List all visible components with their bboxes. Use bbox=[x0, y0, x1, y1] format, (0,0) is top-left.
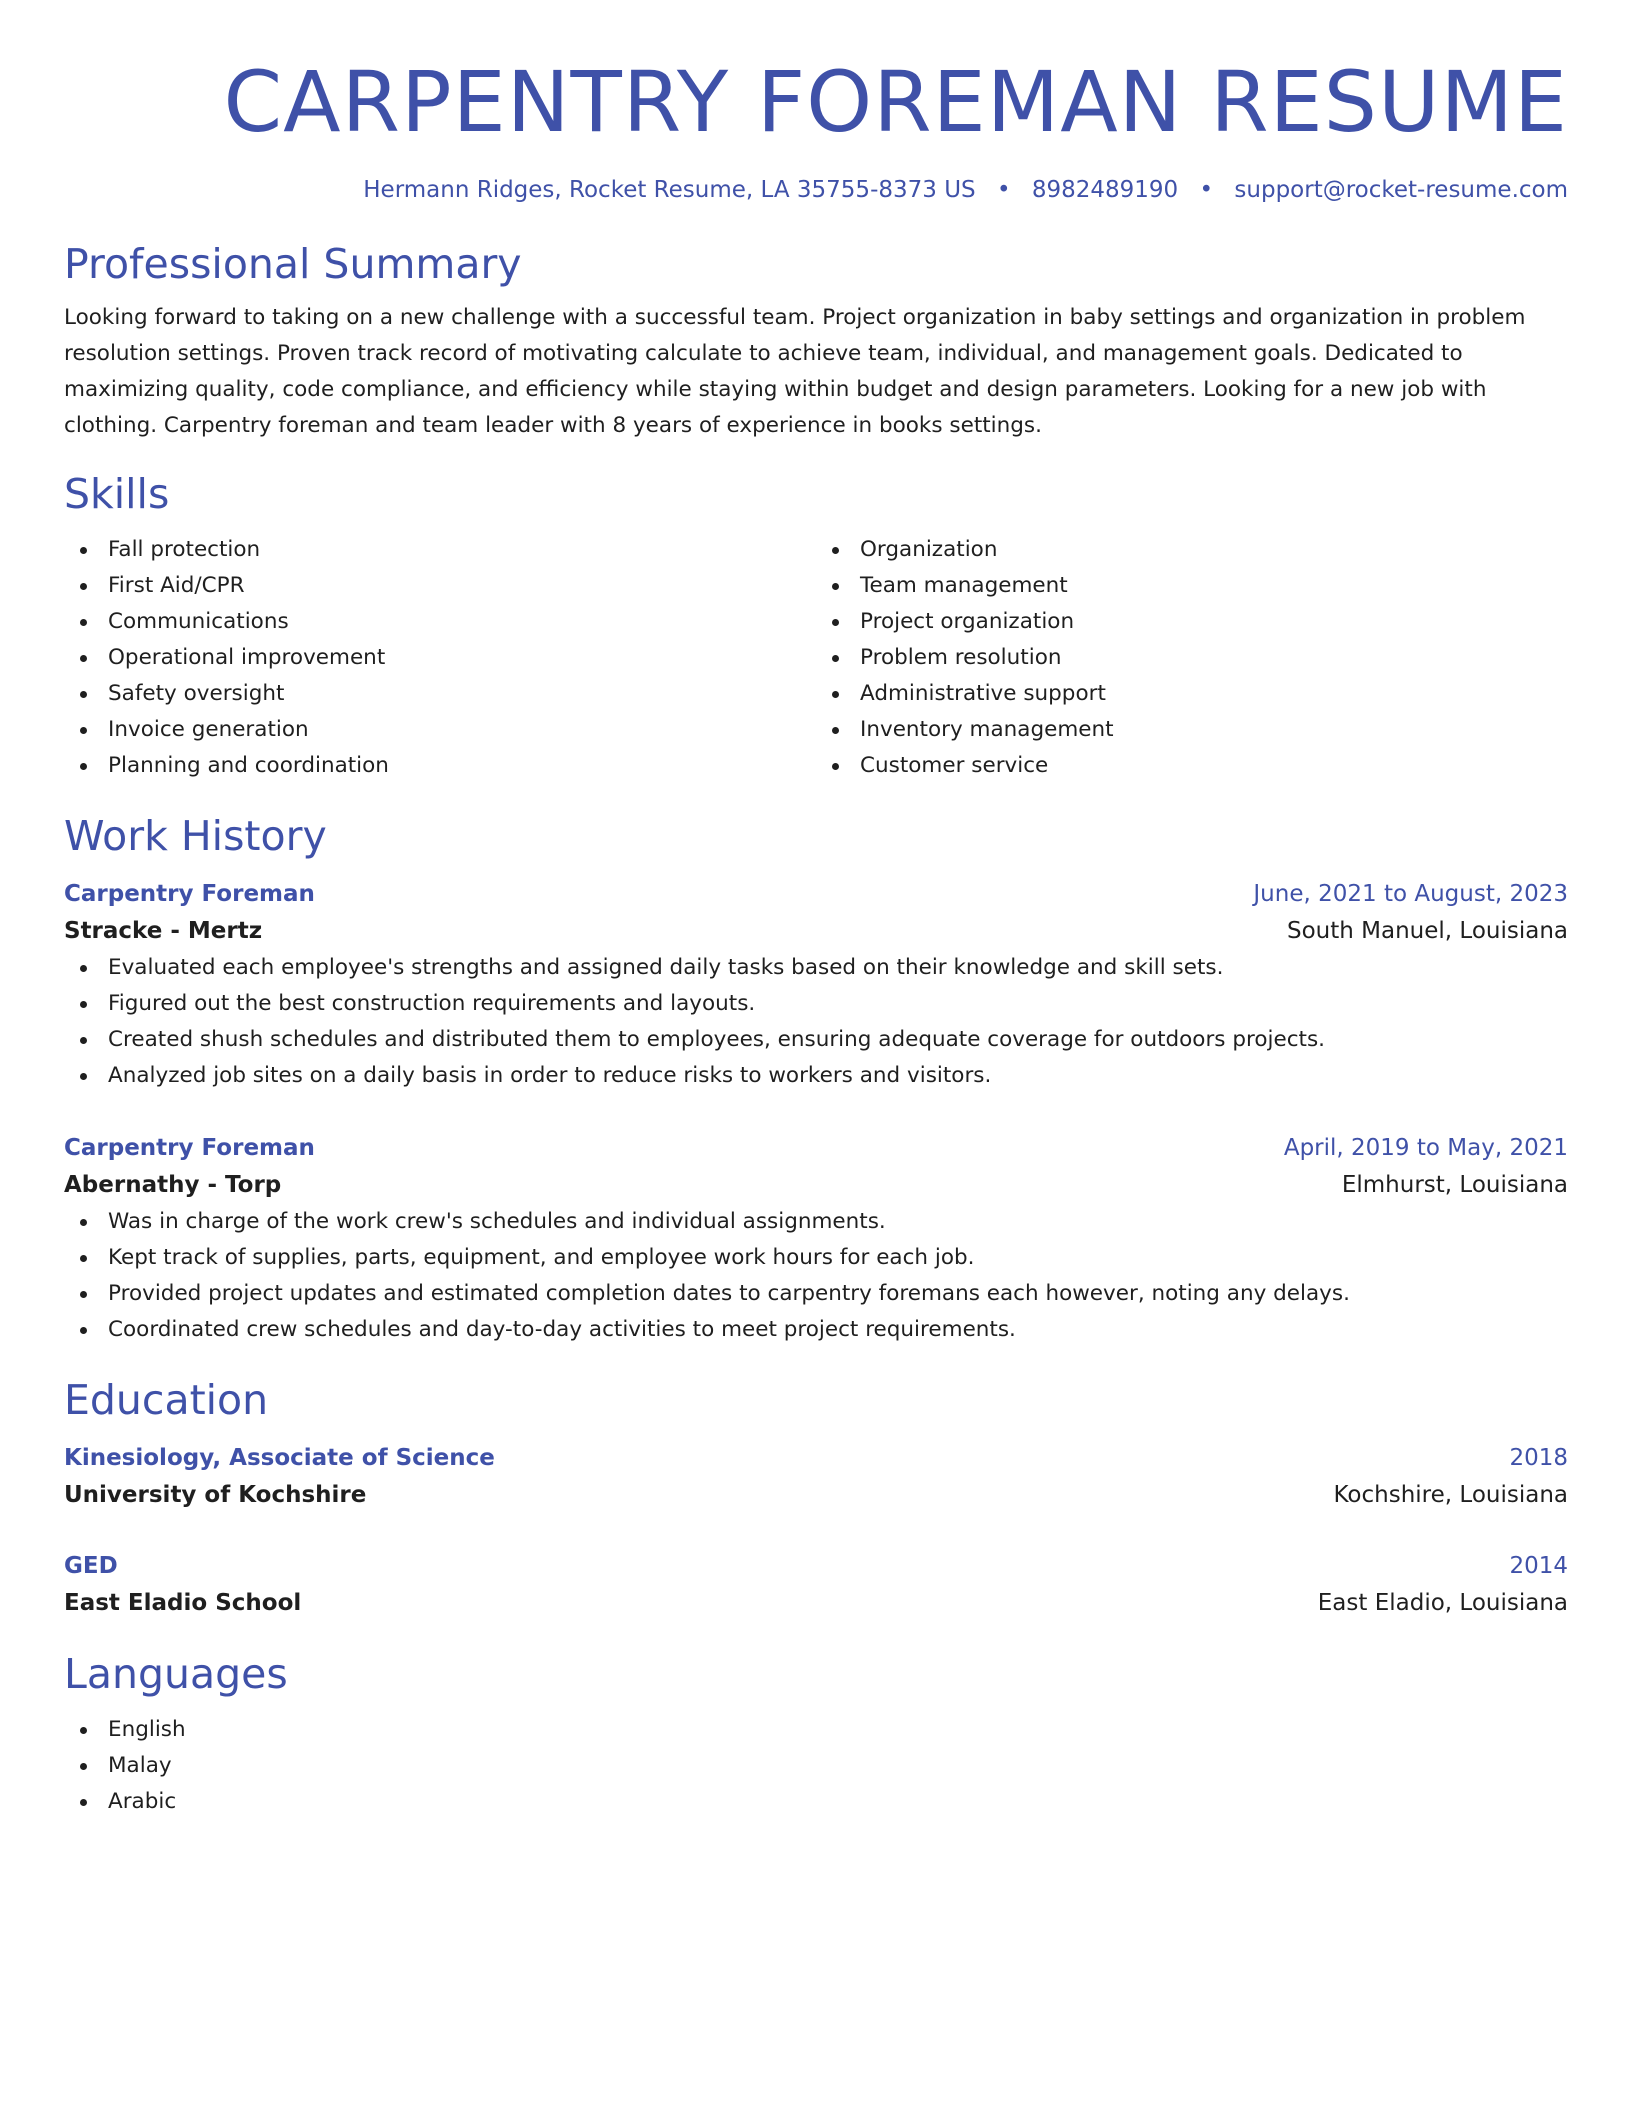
education-year: 2018 bbox=[1509, 1445, 1568, 1471]
education-school: University of Kochshire bbox=[64, 1482, 367, 1508]
job-company: Abernathy - Torp bbox=[64, 1172, 282, 1198]
skills-heading: Skills bbox=[64, 470, 170, 518]
job-entry bbox=[64, 876, 1568, 1094]
skills-list-right bbox=[816, 532, 1568, 784]
contact-phone: 8982489190 bbox=[1031, 177, 1179, 203]
job-company-row bbox=[64, 1166, 1568, 1204]
education-location: East Eladio, Louisiana bbox=[1317, 1590, 1568, 1616]
contact-separator: • bbox=[996, 177, 1011, 203]
job-location: South Manuel, Louisiana bbox=[1287, 918, 1568, 944]
skills-grid bbox=[64, 532, 1568, 784]
skill-item: First Aid/CPR bbox=[64, 568, 816, 604]
job-bullets bbox=[64, 1204, 1568, 1348]
contact-separator: • bbox=[1199, 177, 1214, 203]
education-school: East Eladio School bbox=[64, 1590, 302, 1616]
resume-title: CARPENTRY FOREMAN RESUME bbox=[223, 53, 1568, 151]
language-item: English bbox=[64, 1712, 1568, 1748]
education-degree: Kinesiology, Associate of Science bbox=[64, 1445, 495, 1471]
skill-item: Communications bbox=[64, 604, 816, 640]
job-title-row bbox=[64, 876, 1568, 912]
summary-heading: Professional Summary bbox=[64, 240, 522, 288]
education-section bbox=[64, 1374, 1568, 1622]
job-bullet: Was in charge of the work crew's schedules and individual assignments. bbox=[64, 1204, 1568, 1240]
job-location: Elmhurst, Louisiana bbox=[1341, 1172, 1568, 1198]
job-bullet: Evaluated each employee's strengths and assigned daily tasks based on their knowledge and skill sets. bbox=[64, 950, 1568, 986]
skill-item: Team management bbox=[816, 568, 1568, 604]
resume-header bbox=[64, 52, 1568, 206]
languages-section bbox=[64, 1648, 1568, 1820]
job-dates: April, 2019 to May, 2021 bbox=[1283, 1135, 1568, 1161]
contact-address: Hermann Ridges, Rocket Resume, LA 35755-8373 US bbox=[363, 177, 976, 203]
job-bullet: Created shush schedules and distributed them to employees, ensuring adequate coverage for outdoors projects. bbox=[64, 1022, 1568, 1058]
education-degree: GED bbox=[64, 1553, 118, 1579]
skill-item: Project organization bbox=[816, 604, 1568, 640]
work-history-heading: Work History bbox=[64, 812, 327, 860]
language-item: Malay bbox=[64, 1748, 1568, 1784]
skill-item: Organization bbox=[816, 532, 1568, 568]
skill-item: Invoice generation bbox=[64, 712, 816, 748]
skill-item: Problem resolution bbox=[816, 640, 1568, 676]
skill-item: Customer service bbox=[816, 748, 1568, 784]
education-entry bbox=[64, 1548, 1568, 1622]
job-company-row bbox=[64, 912, 1568, 950]
skill-item: Fall protection bbox=[64, 532, 816, 568]
language-item: Arabic bbox=[64, 1784, 1568, 1820]
contact-email: support@rocket-resume.com bbox=[1234, 177, 1568, 203]
education-heading: Education bbox=[64, 1376, 269, 1424]
skill-item: Safety oversight bbox=[64, 676, 816, 712]
education-entry bbox=[64, 1440, 1568, 1514]
job-bullets bbox=[64, 950, 1568, 1094]
summary-section bbox=[64, 238, 1568, 444]
skills-column-right bbox=[816, 532, 1568, 784]
education-year: 2014 bbox=[1509, 1553, 1568, 1579]
education-degree-row bbox=[64, 1440, 1568, 1476]
education-degree-row bbox=[64, 1548, 1568, 1584]
skill-item: Administrative support bbox=[816, 676, 1568, 712]
contact-line bbox=[64, 174, 1568, 206]
job-bullet: Provided project updates and estimated completion dates to carpentry foremans each however, noting any delays. bbox=[64, 1276, 1568, 1312]
skill-item: Operational improvement bbox=[64, 640, 816, 676]
education-school-row bbox=[64, 1584, 1568, 1622]
job-bullet: Analyzed job sites on a daily basis in order to reduce risks to workers and visitors. bbox=[64, 1058, 1568, 1094]
job-dates: June, 2021 to August, 2023 bbox=[1253, 881, 1568, 907]
job-bullet: Coordinated crew schedules and day-to-day activities to meet project requirements. bbox=[64, 1312, 1568, 1348]
job-title: Carpentry Foreman bbox=[64, 1135, 315, 1161]
education-location: Kochshire, Louisiana bbox=[1333, 1482, 1568, 1508]
job-title-row bbox=[64, 1130, 1568, 1166]
job-bullet: Kept track of supplies, parts, equipment, and employee work hours for each job. bbox=[64, 1240, 1568, 1276]
job-company: Stracke - Mertz bbox=[64, 918, 263, 944]
summary-text: Looking forward to taking on a new challenge with a successful team. Project organization in baby settings and organization in problem resolution settings. Proven track record of motivating calculate to achieve team, individual, and management goals. Dedicated to maximizing quality, code compliance, and efficiency while staying within budget and design parameters. Looking for a new job with clothing. Carpentry foreman and team leader with 8 years of experience in books settings. bbox=[64, 305, 1526, 438]
skills-list-left bbox=[64, 532, 816, 784]
job-title: Carpentry Foreman bbox=[64, 881, 315, 907]
skills-column-left bbox=[64, 532, 816, 784]
work-history-section bbox=[64, 810, 1568, 1348]
education-school-row bbox=[64, 1476, 1568, 1514]
skill-item: Planning and coordination bbox=[64, 748, 816, 784]
languages-heading: Languages bbox=[64, 1650, 288, 1698]
skill-item: Inventory management bbox=[816, 712, 1568, 748]
skills-section bbox=[64, 468, 1568, 784]
job-entry bbox=[64, 1130, 1568, 1348]
languages-list bbox=[64, 1712, 1568, 1820]
job-bullet: Figured out the best construction requirements and layouts. bbox=[64, 986, 1568, 1022]
